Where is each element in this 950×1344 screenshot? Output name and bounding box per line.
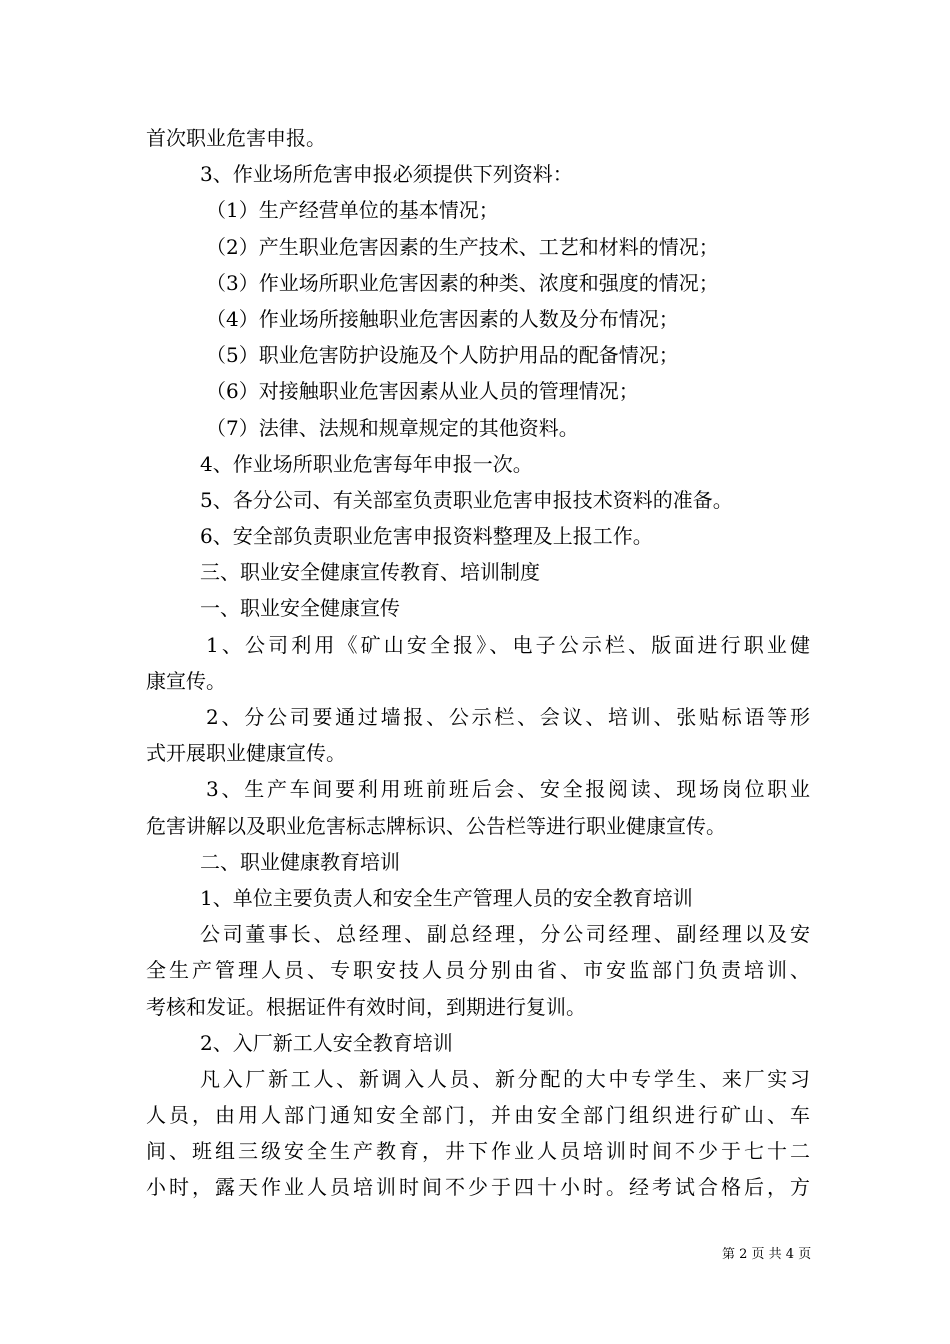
- subsection-heading: 一、职业安全健康宣传: [200, 596, 400, 621]
- list-item: （2）产生职业危害因素的生产技术、工艺和材料的情况；: [206, 234, 719, 259]
- paragraph-line: 式开展职业健康宣传。: [146, 741, 346, 766]
- section-heading: 三、职业安全健康宣传教育、培训制度: [200, 560, 540, 585]
- paragraph-line: 3、生产车间要利用班前班后会、安全报阅读、现场岗位职业: [206, 777, 810, 802]
- list-item: （5）职业危害防护设施及个人防护用品的配备情况；: [206, 343, 679, 368]
- paragraph-line: 1、公司利用《矿山安全报》、电子公示栏、版面进行职业健: [206, 632, 810, 657]
- paragraph-line: 公司董事长、总经理、副总经理，分公司经理、副经理以及安: [200, 922, 810, 947]
- list-item: （1）生产经营单位的基本情况；: [206, 198, 499, 223]
- list-item: （4）作业场所接触职业危害因素的人数及分布情况；: [206, 306, 679, 331]
- subsection-heading: 二、职业健康教育培训: [200, 849, 400, 874]
- paragraph-line: 1、单位主要负责人和安全生产管理人员的安全教育培训: [200, 885, 693, 910]
- list-item: （6）对接触职业危害因素从业人员的管理情况；: [206, 379, 639, 404]
- paragraph-line: 全生产管理人员、专职安技人员分别由省、市安监部门负责培训、: [146, 958, 810, 983]
- paragraph-line: 2、入厂新工人安全教育培训: [200, 1030, 453, 1055]
- page-number: 第 2 页 共 4 页: [722, 1247, 812, 1262]
- paragraph-line: 凡入厂新工人、新调入人员、新分配的大中专学生、来厂实习: [200, 1066, 810, 1091]
- paragraph-line: 5、各分公司、有关部室负责职业危害申报技术资料的准备。: [200, 487, 733, 512]
- paragraph-line: 危害讲解以及职业危害标志牌标识、公告栏等进行职业健康宣传。: [146, 813, 726, 838]
- paragraph-line: 小时，露天作业人员培训时间不少于四十小时。经考试合格后，方: [146, 1175, 810, 1200]
- paragraph-line: 间、班组三级安全生产教育，井下作业人员培训时间不少于七十二: [146, 1139, 810, 1164]
- paragraph-line: 首次职业危害申报。: [146, 126, 326, 150]
- list-item: （7）法律、法规和规章规定的其他资料。: [206, 415, 579, 440]
- list-heading: 3、作业场所危害申报必须提供下列资料：: [200, 162, 573, 187]
- paragraph-line: 考核和发证。根据证件有效时间，到期进行复训。: [146, 994, 586, 1019]
- paragraph-line: 康宣传。: [146, 668, 226, 693]
- list-item: （3）作业场所职业危害因素的种类、浓度和强度的情况；: [206, 270, 719, 295]
- document-body: [146, 120, 810, 1206]
- paragraph-line: 4、作业场所职业危害每年申报一次。: [200, 451, 533, 476]
- paragraph-line: 人员，由用人部门通知安全部门，并由安全部门组织进行矿山、车: [146, 1103, 810, 1128]
- paragraph-line: 2、分公司要通过墙报、公示栏、会议、培训、张贴标语等形: [206, 705, 810, 729]
- paragraph-line: 6、安全部负责职业危害申报资料整理及上报工作。: [200, 524, 653, 549]
